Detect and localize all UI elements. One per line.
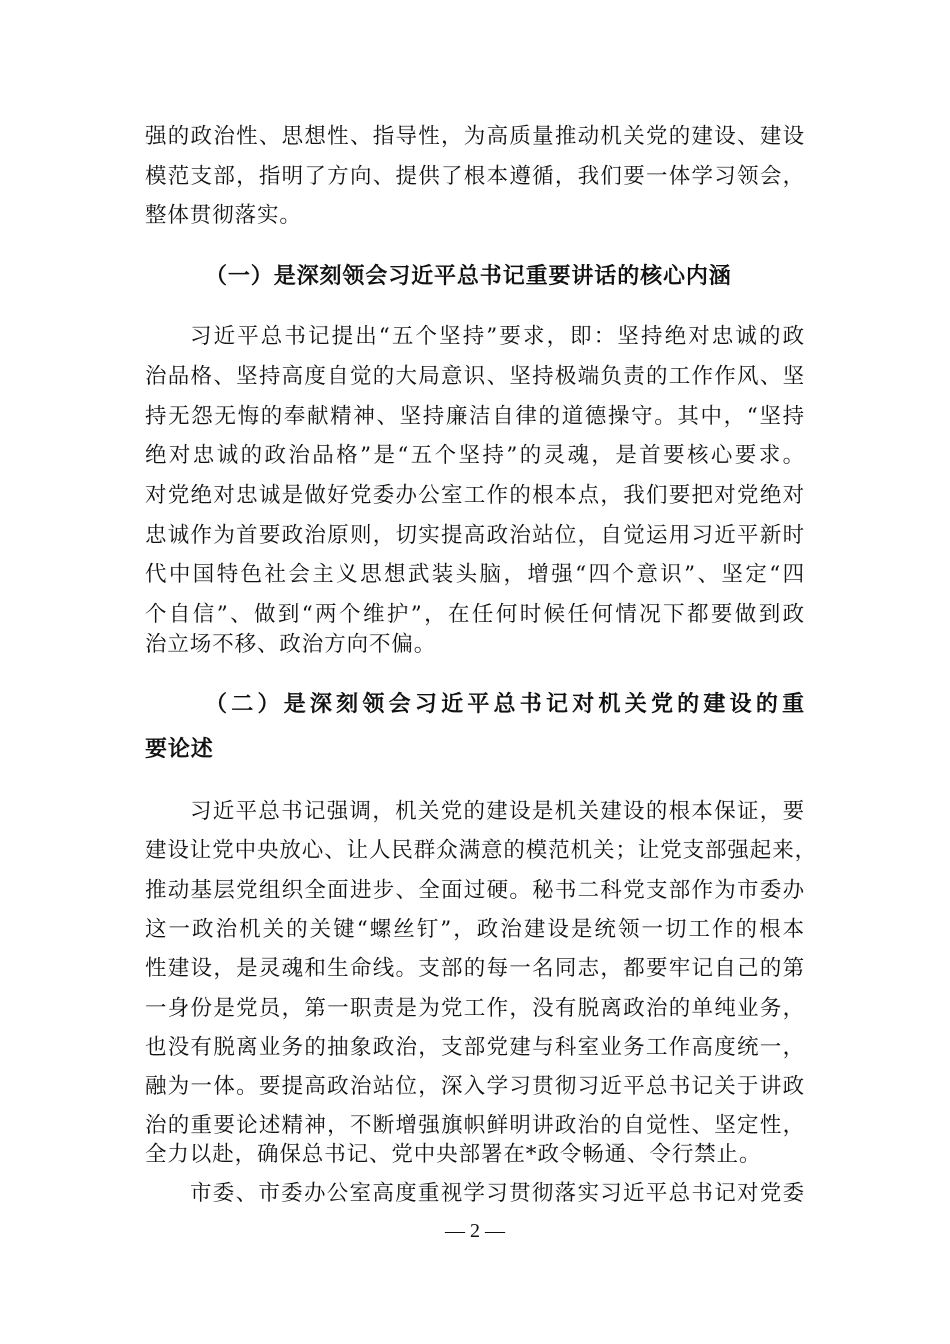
paragraph-1-line-8: 个自信”、做到“两个维护”，在任何时候任何情况下都要做到政 [145,602,805,627]
paragraph-2-line-1: 习近平总书记强调，机关党的建设是机关建设的根本保证，要 [190,799,805,824]
paragraph-3-line-1: 市委、市委办公室高度重视学习贯彻落实习近平总书记对党委 [190,1181,805,1206]
paragraph-2-line-4: 这一政治机关的关键“螺丝钉”，政治建设是统领一切工作的根本 [145,917,805,942]
section-heading-2-line-2: 要论述 [145,737,214,762]
paragraph-2-line-10: 全力以赴，确保总书记、党中央部署在*政令畅通、令行禁止。 [145,1142,762,1167]
paragraph-1-line-6: 忠诚作为首要政治原则，切实提高政治站位，自觉运用习近平新时 [145,523,805,548]
paragraph-2-line-6: 一身份是党员，第一职责是为党工作，没有脱离政治的单纯业务， [145,996,805,1021]
paragraph-1-line-9: 治立场不移、政治方向不偏。 [145,632,437,657]
section-heading-1: （一）是深刻领会习近平总书记重要讲话的核心内涵 [205,264,732,289]
paragraph-2-line-9: 治的重要论述精神，不断增强旗帜鲜明讲政治的自觉性、坚定性， [145,1113,805,1138]
paragraph-2-line-5: 性建设，是灵魂和生命线。支部的每一名同志，都要牢记自己的第 [145,956,805,981]
paragraph-1-line-5: 对党绝对忠诚是做好党委办公室工作的根本点，我们要把对党绝对 [145,483,805,508]
paragraph-2-line-8: 融为一体。要提高政治站位，深入学习贯彻习近平总书记关于讲政 [145,1074,805,1099]
paragraph-1-line-2: 治品格、坚持高度自觉的大局意识、坚持极端负责的工作作风、坚 [145,364,805,389]
intro-line-3: 整体贯彻落实。 [145,203,302,228]
paragraph-2-line-3: 推动基层党组织全面进步、全面过硬。秘书二科党支部作为市委办 [145,878,805,903]
paragraph-2-line-2: 建设让党中央放心、让人民群众满意的模范机关；让党支部强起来， [145,838,818,863]
paragraph-2-line-7: 也没有脱离业务的抽象政治，支部党建与科室业务工作高度统一， [145,1035,805,1060]
intro-line-1: 强的政治性、思想性、指导性，为高质量推动机关党的建设、建设 [145,124,805,149]
paragraph-1-line-3: 持无怨无悔的奉献精神、坚持廉洁自律的道德操守。其中，“坚持 [145,404,805,429]
paragraph-1-line-4: 绝对忠诚的政治品格”是“五个坚持”的灵魂，是首要核心要求。 [145,443,805,468]
paragraph-1-line-7: 代中国特色社会主义思想武装头脑，增强“四个意识”、坚定“四 [145,562,805,587]
page-number: — 2 — [445,1220,505,1242]
section-heading-2-line-1: （二）是深刻领会习近平总书记对机关党的建设的重 [205,692,805,717]
intro-line-2: 模范支部，指明了方向、提供了根本遵循，我们要一体学习领会， [145,164,805,189]
paragraph-1-line-1: 习近平总书记提出“五个坚持”要求，即：坚持绝对忠诚的政 [190,324,805,349]
